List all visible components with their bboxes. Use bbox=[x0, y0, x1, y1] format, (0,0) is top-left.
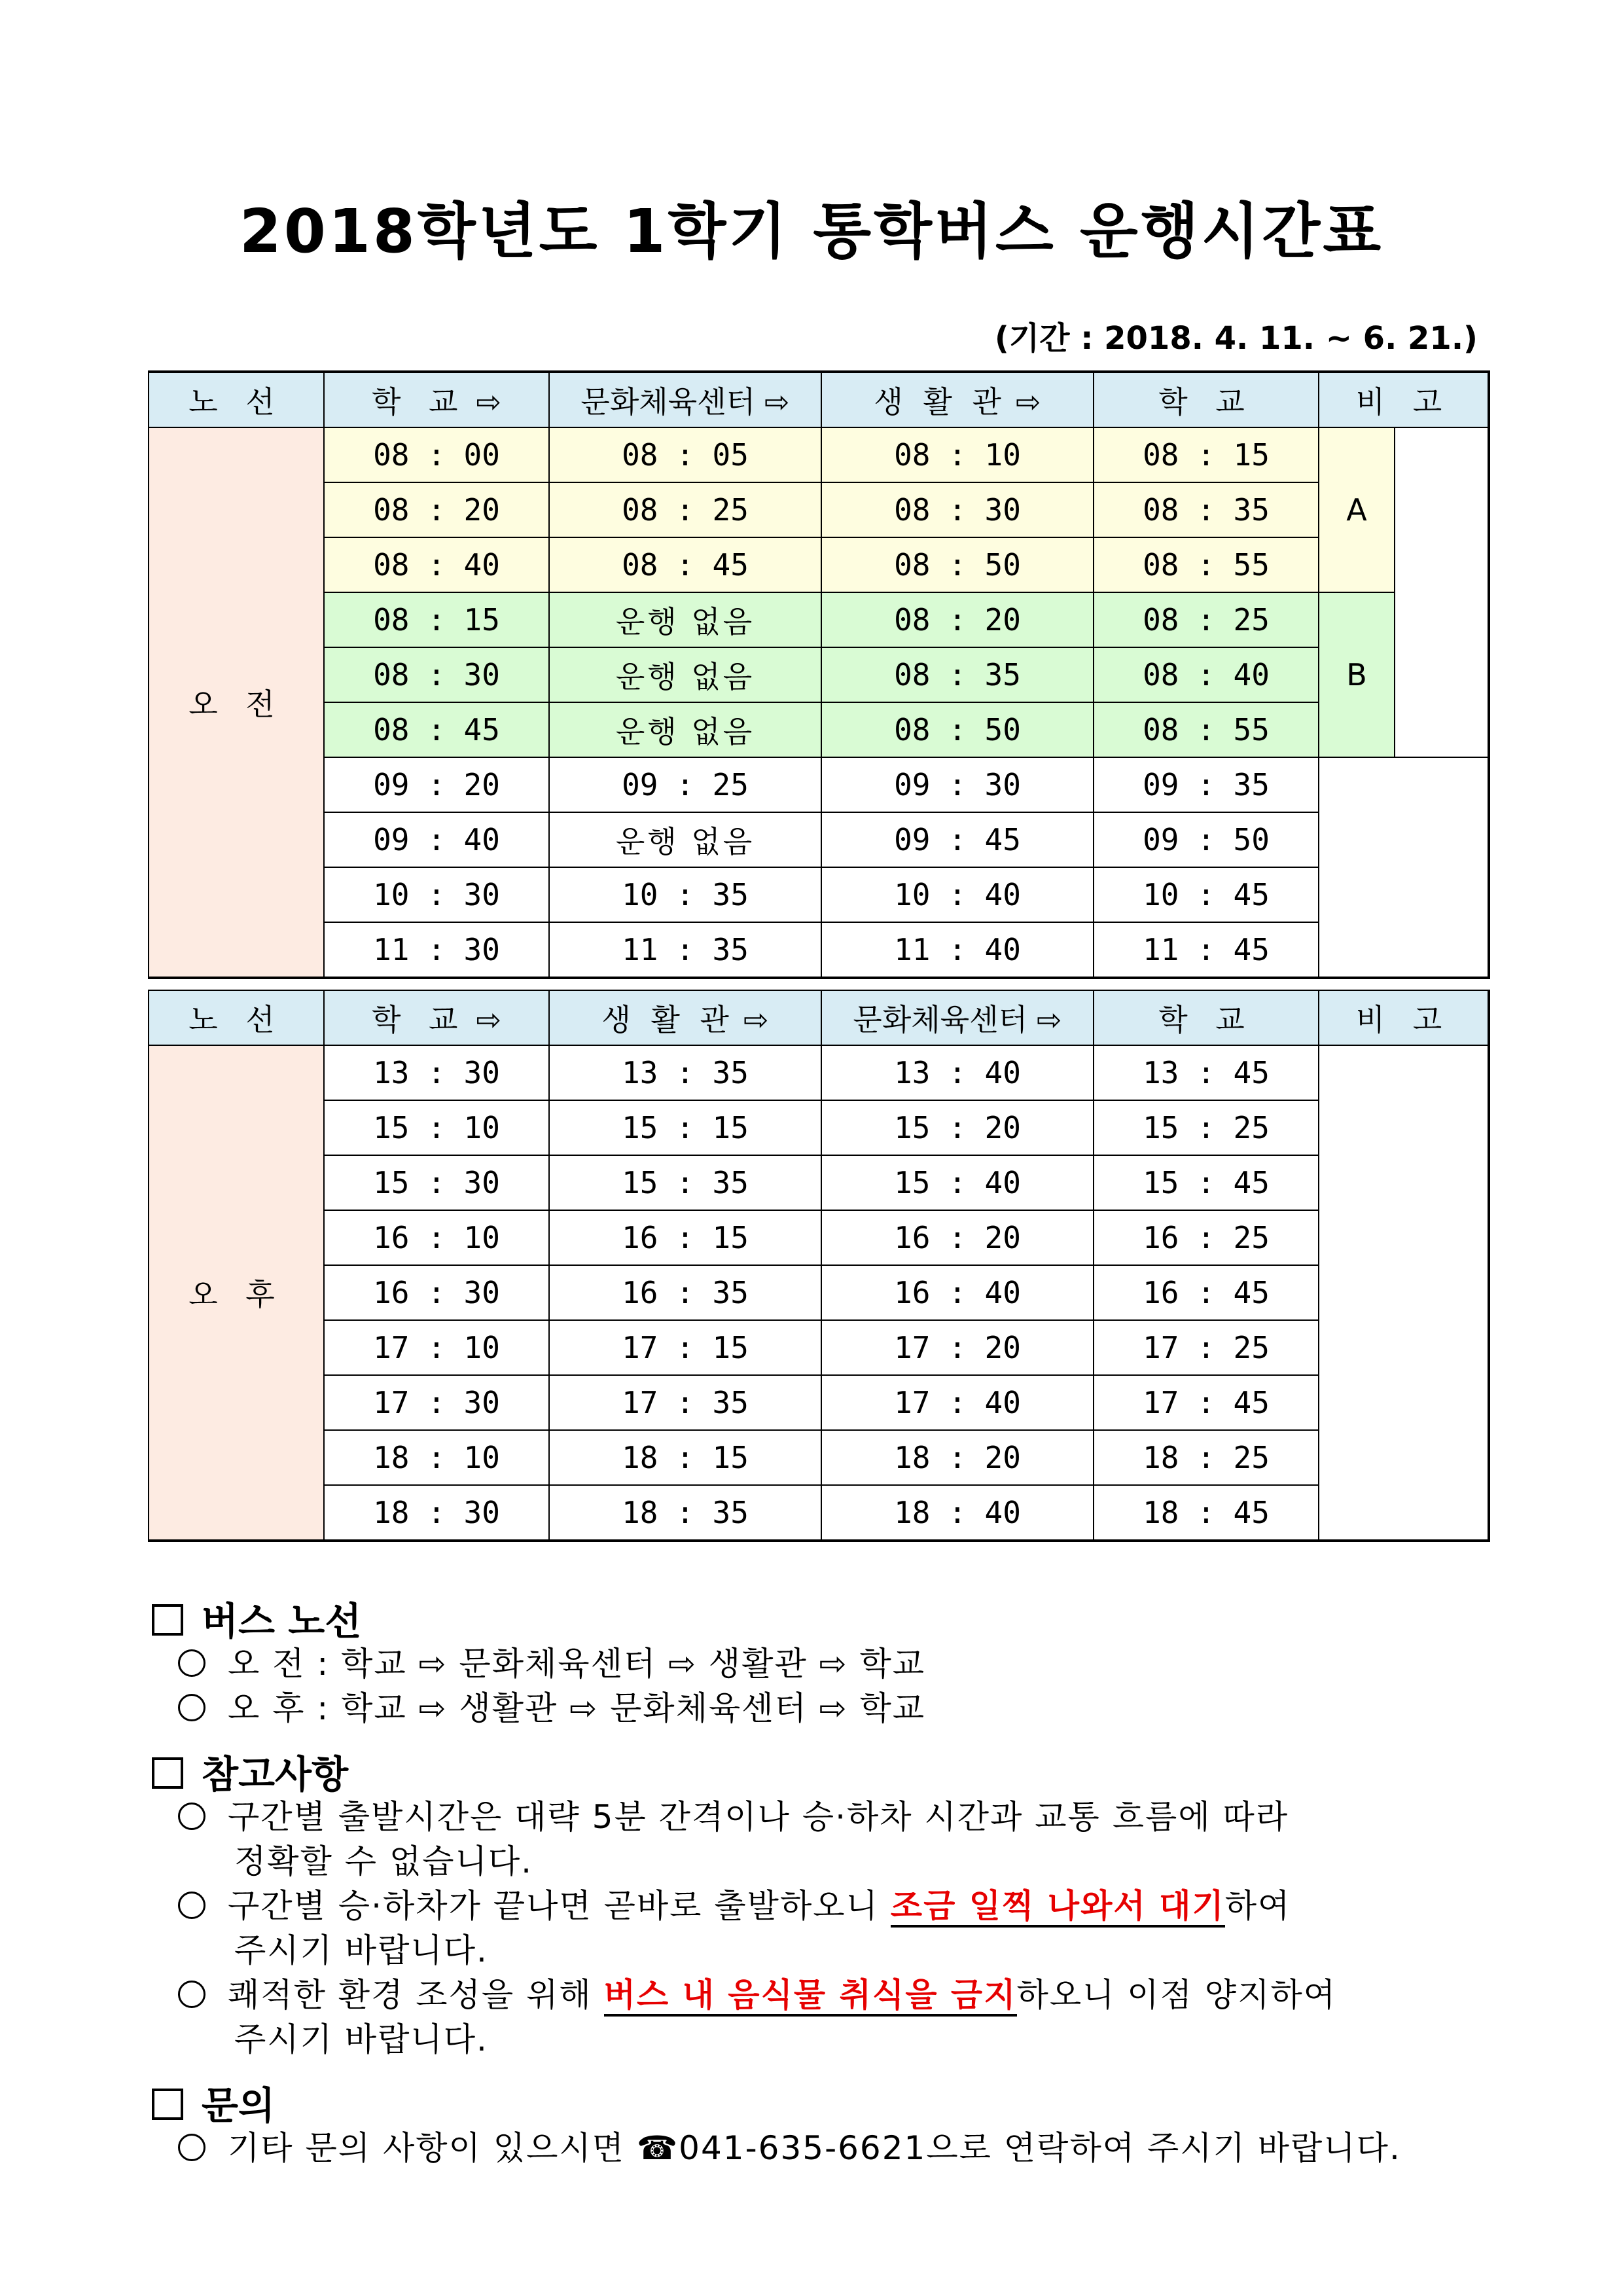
time-cell: 08 : 25 bbox=[549, 482, 821, 537]
time-cell: 09 : 25 bbox=[549, 757, 821, 812]
time-cell: 08 : 40 bbox=[1094, 647, 1319, 702]
arrow-right-icon: ⇨ bbox=[1037, 1002, 1062, 1037]
time-cell: 17 : 15 bbox=[549, 1320, 821, 1375]
time-cell: 13 : 30 bbox=[324, 1045, 549, 1100]
table-row bbox=[149, 812, 1489, 867]
note-2: 구간별 승·하차가 끝나면 곧바로 출발하오니 조금 일찍 나와서 대기하여 bbox=[178, 1884, 1487, 1928]
remarks-empty bbox=[1319, 757, 1489, 978]
header-dormitory: 생 활 관 ⇨ bbox=[549, 990, 821, 1045]
time-cell: 16 : 40 bbox=[821, 1265, 1094, 1320]
time-cell: 08 : 20 bbox=[324, 482, 549, 537]
route-line-am: 오 전 : 학교 ⇨ 문화체육센터 ⇨ 생활관 ⇨ 학교 bbox=[178, 1641, 1487, 1686]
time-cell: 13 : 40 bbox=[821, 1045, 1094, 1100]
time-cell: 11 : 45 bbox=[1094, 922, 1319, 978]
time-cell: 17 : 10 bbox=[324, 1320, 549, 1375]
time-cell: 16 : 45 bbox=[1094, 1265, 1319, 1320]
header-remarks: 비 고 bbox=[1319, 372, 1489, 427]
time-cell: 08 : 00 bbox=[324, 427, 549, 482]
note-3: 쾌적한 환경 조성을 위해 버스 내 음식물 취식을 금지하오니 이점 양지하여 bbox=[178, 1973, 1487, 2017]
time-cell: 운행 없음 bbox=[549, 592, 821, 647]
arrow-right-icon: ⇨ bbox=[476, 384, 502, 420]
circle-bullet-icon bbox=[178, 1981, 205, 2008]
time-cell: 15 : 45 bbox=[1094, 1155, 1319, 1210]
table-row bbox=[149, 1100, 1489, 1155]
arrow-right-icon: ⇨ bbox=[764, 384, 790, 420]
time-cell: 10 : 45 bbox=[1094, 867, 1319, 922]
circle-bullet-icon bbox=[178, 1649, 205, 1677]
time-cell: 18 : 10 bbox=[324, 1430, 549, 1485]
time-cell: 08 : 50 bbox=[821, 537, 1094, 592]
time-cell: 15 : 25 bbox=[1094, 1100, 1319, 1155]
time-cell: 08 : 15 bbox=[1094, 427, 1319, 482]
time-cell: 18 : 45 bbox=[1094, 1485, 1319, 1541]
afternoon-header-row bbox=[149, 990, 1489, 1045]
time-cell: 08 : 55 bbox=[1094, 537, 1319, 592]
emphasis-text: 조금 일찍 나와서 대기 bbox=[891, 1887, 1225, 1928]
note-2-cont: 주시기 바랍니다. bbox=[234, 1931, 488, 1969]
time-cell: 08 : 30 bbox=[821, 482, 1094, 537]
time-cell: 09 : 30 bbox=[821, 757, 1094, 812]
time-cell: 18 : 15 bbox=[549, 1430, 821, 1485]
time-cell: 운행 없음 bbox=[549, 812, 821, 867]
header-school-end: 학 교 bbox=[1094, 372, 1319, 427]
table-row bbox=[149, 1210, 1489, 1265]
time-cell: 09 : 50 bbox=[1094, 812, 1319, 867]
time-cell: 08 : 35 bbox=[821, 647, 1094, 702]
time-cell: 08 : 45 bbox=[549, 537, 821, 592]
time-cell: 17 : 40 bbox=[821, 1375, 1094, 1430]
phone-number: ☎041-635-6621 bbox=[636, 2129, 927, 2167]
time-cell: 10 : 30 bbox=[324, 867, 549, 922]
header-remarks: 비 고 bbox=[1319, 990, 1489, 1045]
header-school-end: 학 교 bbox=[1094, 990, 1319, 1045]
table-row bbox=[149, 702, 1489, 757]
time-cell: 15 : 20 bbox=[821, 1100, 1094, 1155]
header-route: 노 선 bbox=[149, 990, 324, 1045]
table-row bbox=[149, 647, 1489, 702]
table-row bbox=[149, 1430, 1489, 1485]
arrow-right-icon: ⇨ bbox=[476, 1002, 502, 1037]
circle-bullet-icon bbox=[178, 1694, 205, 1721]
header-culture-center: 문화체육센터 ⇨ bbox=[821, 990, 1094, 1045]
route-label-pm: 오 후 bbox=[149, 1045, 324, 1541]
table-row bbox=[149, 427, 1489, 482]
table-row bbox=[149, 1320, 1489, 1375]
time-cell: 16 : 30 bbox=[324, 1265, 549, 1320]
header-route: 노 선 bbox=[149, 372, 324, 427]
remarks-empty bbox=[1319, 1045, 1489, 1541]
note-1: 구간별 출발시간은 대략 5분 간격이나 승·하차 시간과 교통 흐름에 따라 bbox=[178, 1795, 1487, 1839]
section-heading-contact: 문의 bbox=[152, 2075, 275, 2130]
time-cell: 16 : 20 bbox=[821, 1210, 1094, 1265]
checkbox-square-icon bbox=[152, 1604, 183, 1636]
blank-cell bbox=[1395, 427, 1489, 757]
header-school-start: 학 교 ⇨ bbox=[324, 372, 549, 427]
route-line-pm: 오 후 : 학교 ⇨ 생활관 ⇨ 문화체육센터 ⇨ 학교 bbox=[178, 1686, 1487, 1731]
page-title: 2018학년도 1학기 통학버스 운행시간표 bbox=[239, 196, 1384, 266]
time-cell: 16 : 15 bbox=[549, 1210, 821, 1265]
time-cell: 09 : 35 bbox=[1094, 757, 1319, 812]
checkbox-square-icon bbox=[152, 1757, 183, 1789]
table-row bbox=[149, 1155, 1489, 1210]
contact-line: 기타 문의 사항이 있으시면 ☎041-635-6621으로 연락하여 주시기 바랍니다. bbox=[178, 2126, 1487, 2170]
time-cell: 15 : 30 bbox=[324, 1155, 549, 1210]
arrow-right-icon: ⇨ bbox=[743, 1002, 769, 1037]
group-b-label: B bbox=[1319, 592, 1395, 757]
time-cell: 10 : 35 bbox=[549, 867, 821, 922]
arrow-right-icon: ⇨ bbox=[1016, 384, 1041, 420]
time-cell: 08 : 40 bbox=[324, 537, 549, 592]
time-cell: 16 : 35 bbox=[549, 1265, 821, 1320]
time-cell: 17 : 35 bbox=[549, 1375, 821, 1430]
time-cell: 08 : 15 bbox=[324, 592, 549, 647]
time-cell: 13 : 35 bbox=[549, 1045, 821, 1100]
table-row bbox=[149, 867, 1489, 922]
time-cell: 10 : 40 bbox=[821, 867, 1094, 922]
morning-timetable bbox=[148, 370, 1490, 979]
header-culture-center: 문화체육센터 ⇨ bbox=[549, 372, 821, 427]
time-cell: 15 : 15 bbox=[549, 1100, 821, 1155]
time-cell: 08 : 25 bbox=[1094, 592, 1319, 647]
time-cell: 18 : 35 bbox=[549, 1485, 821, 1541]
time-cell: 11 : 40 bbox=[821, 922, 1094, 978]
table-row bbox=[149, 537, 1489, 592]
time-cell: 08 : 55 bbox=[1094, 702, 1319, 757]
section-heading-notes: 참고사항 bbox=[152, 1744, 348, 1799]
afternoon-timetable bbox=[148, 990, 1490, 1542]
section-heading-routes: 버스 노선 bbox=[152, 1590, 361, 1645]
time-cell: 09 : 45 bbox=[821, 812, 1094, 867]
time-cell: 17 : 25 bbox=[1094, 1320, 1319, 1375]
header-dormitory: 생 활 관 ⇨ bbox=[821, 372, 1094, 427]
time-cell: 18 : 40 bbox=[821, 1485, 1094, 1541]
time-cell: 09 : 40 bbox=[324, 812, 549, 867]
time-cell: 18 : 25 bbox=[1094, 1430, 1319, 1485]
table-row bbox=[149, 757, 1489, 812]
time-cell: 13 : 45 bbox=[1094, 1045, 1319, 1100]
circle-bullet-icon bbox=[178, 1803, 205, 1830]
time-cell: 16 : 25 bbox=[1094, 1210, 1319, 1265]
time-cell: 08 : 35 bbox=[1094, 482, 1319, 537]
checkbox-square-icon bbox=[152, 2089, 183, 2120]
morning-header-row bbox=[149, 372, 1489, 427]
time-cell: 15 : 35 bbox=[549, 1155, 821, 1210]
time-cell: 18 : 30 bbox=[324, 1485, 549, 1541]
table-row bbox=[149, 1045, 1489, 1100]
time-cell: 09 : 20 bbox=[324, 757, 549, 812]
time-cell: 17 : 30 bbox=[324, 1375, 549, 1430]
circle-bullet-icon bbox=[178, 2134, 205, 2161]
header-school-start: 학 교 ⇨ bbox=[324, 990, 549, 1045]
time-cell: 운행 없음 bbox=[549, 702, 821, 757]
table-row bbox=[149, 1375, 1489, 1430]
time-cell: 15 : 40 bbox=[821, 1155, 1094, 1210]
time-cell: 18 : 20 bbox=[821, 1430, 1094, 1485]
time-cell: 08 : 30 bbox=[324, 647, 549, 702]
table-row bbox=[149, 1265, 1489, 1320]
time-cell: 08 : 45 bbox=[324, 702, 549, 757]
circle-bullet-icon bbox=[178, 1892, 205, 1919]
time-cell: 11 : 35 bbox=[549, 922, 821, 978]
table-row bbox=[149, 592, 1489, 647]
time-cell: 08 : 50 bbox=[821, 702, 1094, 757]
time-cell: 11 : 30 bbox=[324, 922, 549, 978]
group-a-label: A bbox=[1319, 427, 1395, 592]
period-label: (기간 : 2018. 4. 11. ~ 6. 21.) bbox=[994, 320, 1478, 357]
time-cell: 운행 없음 bbox=[549, 647, 821, 702]
emphasis-text: 버스 내 음식물 취식을 금지 bbox=[604, 1976, 1017, 2017]
time-cell: 08 : 20 bbox=[821, 592, 1094, 647]
time-cell: 16 : 10 bbox=[324, 1210, 549, 1265]
time-cell: 08 : 10 bbox=[821, 427, 1094, 482]
note-1-cont: 정확할 수 없습니다. bbox=[234, 1842, 533, 1880]
time-cell: 17 : 20 bbox=[821, 1320, 1094, 1375]
table-row bbox=[149, 1485, 1489, 1541]
route-label-am: 오 전 bbox=[149, 427, 324, 978]
note-3-cont: 주시기 바랍니다. bbox=[234, 2020, 488, 2058]
time-cell: 08 : 05 bbox=[549, 427, 821, 482]
table-row bbox=[149, 922, 1489, 978]
table-row bbox=[149, 482, 1489, 537]
time-cell: 17 : 45 bbox=[1094, 1375, 1319, 1430]
time-cell: 15 : 10 bbox=[324, 1100, 549, 1155]
